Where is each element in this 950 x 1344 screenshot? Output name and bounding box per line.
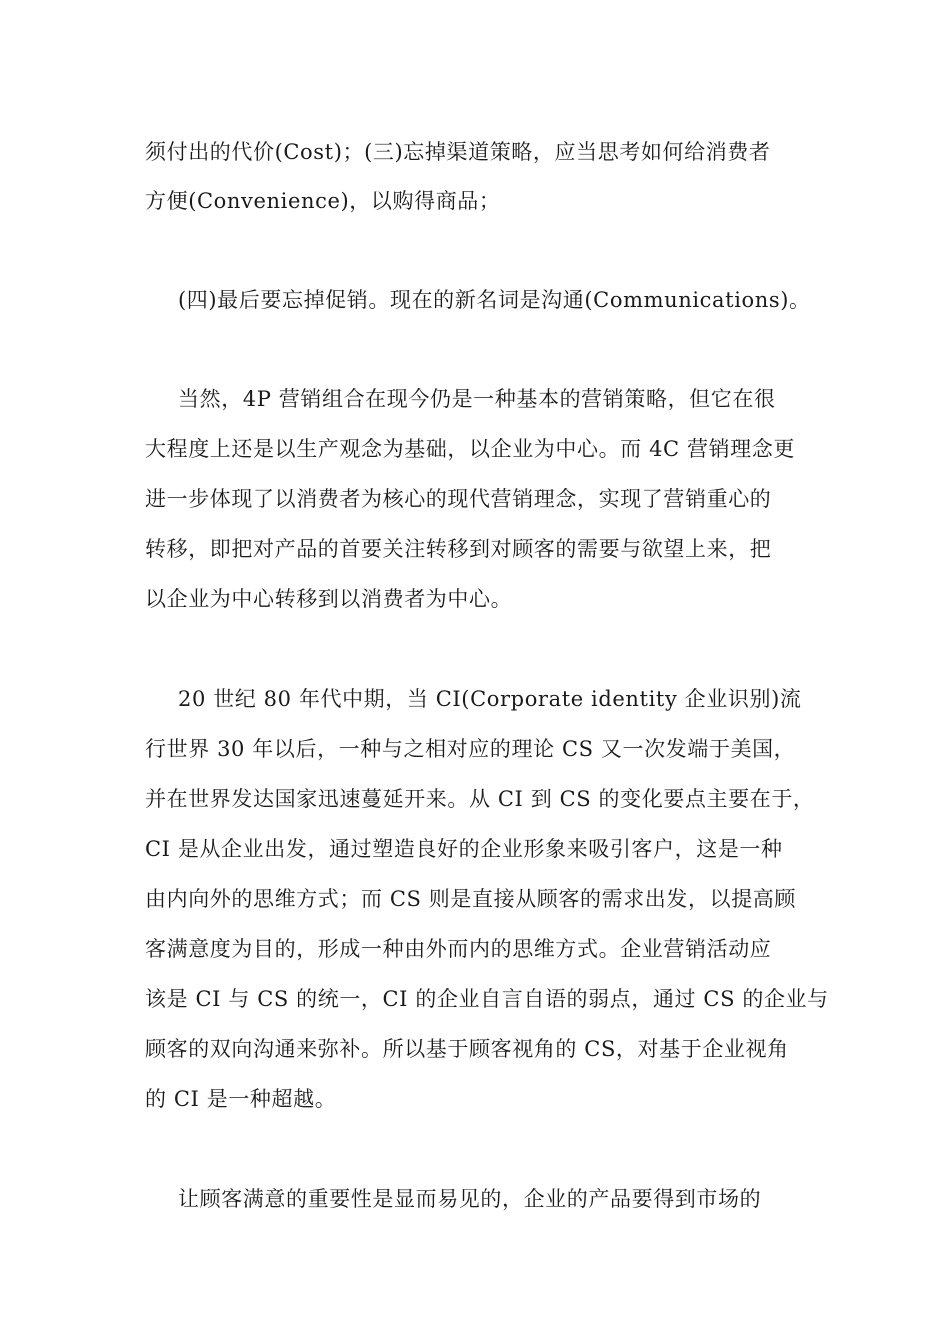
- text-line: 顾客的双向沟通来弥补。所以基于顾客视角的 CS，对基于企业视角: [145, 1037, 789, 1061]
- text-line: CI 是从企业出发，通过塑造良好的企业形象来吸引客户，这是一种: [145, 837, 783, 861]
- text-line: 方便(Convenience)，以购得商品；: [145, 189, 501, 213]
- text-line: (四)最后要忘掉促销。现在的新名词是沟通(Communications)。: [178, 288, 811, 312]
- text-line: 须付出的代价(Cost)；(三)忘掉渠道策略，应当思考如何给消费者: [145, 140, 771, 164]
- text-line: 进一步体现了以消费者为核心的现代营销理念，实现了营销重心的: [145, 487, 772, 511]
- text-line: 转移，即把对产品的首要关注转移到对顾客的需要与欲望上来，把: [145, 537, 772, 561]
- text-line: 大程度上还是以生产观念为基础，以企业为中心。而 4C 营销理念更: [145, 437, 795, 461]
- text-line: 以企业为中心转移到以消费者为中心。: [145, 587, 513, 611]
- text-line: 由内向外的思维方式；而 CS 则是直接从顾客的需求出发，以提高顾: [145, 887, 797, 911]
- text-line: 并在世界发达国家迅速蔓延开来。从 CI 到 CS 的变化要点主要在于，: [145, 787, 815, 811]
- text-line: 让顾客满意的重要性是显而易见的，企业的产品要得到市场的: [178, 1187, 762, 1211]
- text-line: 当然，4P 营销组合在现今仍是一种基本的营销策略，但它在很: [178, 387, 776, 411]
- text-line: 行世界 30 年以后，一种与之相对应的理论 CS 又一次发端于美国，: [145, 737, 796, 761]
- text-line: 的 CI 是一种超越。: [145, 1087, 337, 1111]
- text-line: 客满意度为目的，形成一种由外而内的思维方式。企业营销活动应: [145, 937, 772, 961]
- text-line: 20 世纪 80 年代中期，当 CI(Corporate identity 企业识别)流: [178, 687, 802, 711]
- text-line: 该是 CI 与 CS 的统一，CI 的企业自言自语的弱点，通过 CS 的企业与: [145, 987, 829, 1011]
